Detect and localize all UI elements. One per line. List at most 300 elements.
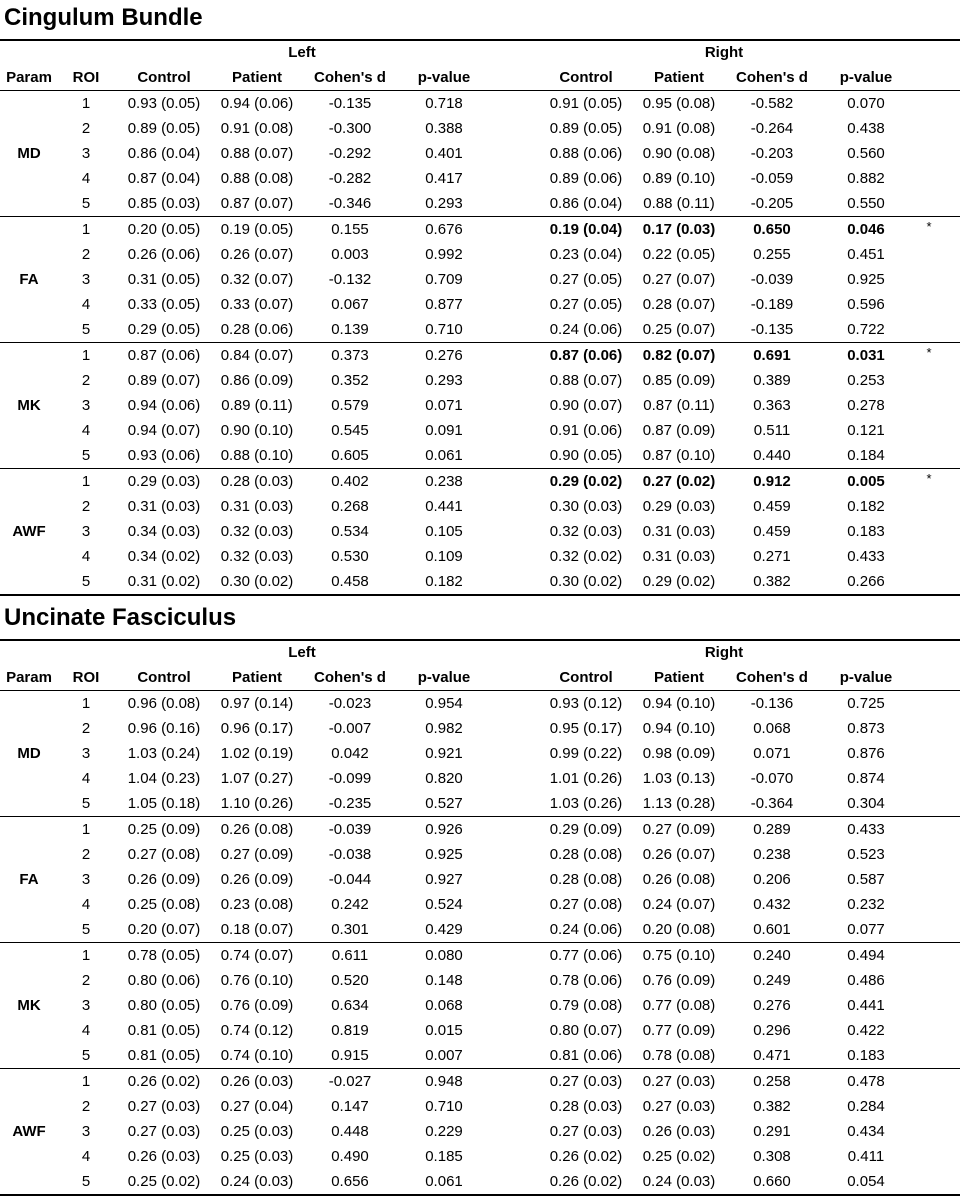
right-p-value-cell: 0.005	[847, 473, 885, 490]
left-control-cell: 0.27 (0.08)	[127, 846, 201, 863]
left-control-cell: 0.31 (0.03)	[127, 498, 201, 515]
right-control-cell: 1.01 (0.26)	[549, 770, 623, 787]
table-row	[0, 91, 960, 116]
column-header-p-value: p-value	[417, 669, 471, 686]
left-control-cell: 0.25 (0.08)	[127, 896, 201, 913]
table-row	[0, 116, 960, 141]
right-patient-cell: 0.78 (0.08)	[642, 1047, 716, 1064]
left-p-value-cell: 0.925	[425, 846, 463, 863]
left-patient-cell: 0.25 (0.03)	[220, 1123, 294, 1140]
significance-marker	[910, 418, 948, 443]
right-cohens-d-cell: 0.601	[753, 921, 791, 938]
right-patient-cell: 0.98 (0.09)	[642, 745, 716, 762]
significance-marker	[910, 91, 948, 116]
right-cohens-d-cell: 0.459	[753, 523, 791, 540]
significance-marker	[910, 141, 948, 166]
roi-cell: 3	[81, 271, 91, 288]
left-control-cell: 0.27 (0.03)	[127, 1123, 201, 1140]
right-p-value-cell: 0.031	[847, 347, 885, 364]
column-header-param: Param	[6, 69, 52, 86]
significance-marker	[910, 116, 948, 141]
right-patient-cell: 0.22 (0.05)	[642, 246, 716, 263]
right-control-cell: 0.27 (0.05)	[549, 271, 623, 288]
significance-marker	[910, 393, 948, 418]
right-control-cell: 0.26 (0.02)	[549, 1173, 623, 1190]
left-control-cell: 0.26 (0.02)	[127, 1073, 201, 1090]
right-patient-cell: 0.31 (0.03)	[642, 523, 716, 540]
left-p-value-cell: 0.926	[425, 821, 463, 838]
right-cohens-d-cell: 0.289	[753, 821, 791, 838]
left-patient-cell: 0.30 (0.02)	[220, 573, 294, 590]
table-row	[0, 393, 960, 418]
left-control-cell: 0.25 (0.02)	[127, 1173, 201, 1190]
right-p-value-cell: 0.433	[847, 821, 885, 838]
right-p-value-cell: 0.550	[847, 195, 885, 212]
significance-marker: *	[926, 345, 932, 360]
section-title: Uncinate Fasciculus	[4, 604, 237, 631]
left-cohens-d-cell: 0.352	[331, 372, 369, 389]
roi-cell: 5	[81, 447, 91, 464]
left-p-value-cell: 0.820	[425, 770, 463, 787]
left-cohens-d-cell: 0.242	[331, 896, 369, 913]
table-row	[0, 569, 960, 594]
right-group-header: Right	[704, 644, 744, 661]
left-p-value-cell: 0.877	[425, 296, 463, 313]
table-row	[0, 691, 960, 716]
significance-marker	[910, 443, 948, 468]
significance-marker	[910, 368, 948, 393]
table-section-2	[0, 600, 960, 1200]
right-control-cell: 0.90 (0.05)	[549, 447, 623, 464]
right-control-cell: 0.32 (0.02)	[549, 548, 623, 565]
left-p-value-cell: 0.109	[425, 548, 463, 565]
right-control-cell: 0.27 (0.05)	[549, 296, 623, 313]
right-p-value-cell: 0.121	[847, 422, 885, 439]
param-label: FA	[19, 871, 39, 888]
left-cohens-d-cell: -0.282	[328, 170, 372, 187]
section-title: Cingulum Bundle	[4, 4, 203, 31]
significance-marker	[910, 1043, 948, 1068]
left-patient-cell: 1.10 (0.26)	[220, 795, 294, 812]
left-patient-cell: 0.91 (0.08)	[220, 120, 294, 137]
roi-cell: 1	[81, 821, 91, 838]
significance-marker	[910, 842, 948, 867]
roi-cell: 3	[81, 145, 91, 162]
left-p-value-cell: 0.105	[425, 523, 463, 540]
left-cohens-d-cell: -0.300	[328, 120, 372, 137]
right-patient-cell: 0.17 (0.03)	[642, 221, 716, 238]
right-p-value-cell: 0.184	[847, 447, 885, 464]
left-cohens-d-cell: -0.346	[328, 195, 372, 212]
right-cohens-d-cell: -0.135	[750, 321, 794, 338]
right-patient-cell: 0.94 (0.10)	[642, 720, 716, 737]
column-header-p-value: p-value	[839, 69, 893, 86]
significance-marker	[910, 892, 948, 917]
right-p-value-cell: 0.486	[847, 972, 885, 989]
left-cohens-d-cell: 0.373	[331, 347, 369, 364]
column-header-control: Control	[559, 669, 613, 686]
left-control-cell: 0.20 (0.05)	[127, 221, 201, 238]
left-patient-cell: 0.28 (0.03)	[220, 473, 294, 490]
right-patient-cell: 0.88 (0.11)	[643, 195, 715, 212]
left-cohens-d-cell: -0.099	[328, 770, 372, 787]
right-cohens-d-cell: 0.238	[753, 846, 791, 863]
table-row	[0, 343, 960, 368]
right-cohens-d-cell: 0.071	[753, 745, 791, 762]
left-control-cell: 0.96 (0.08)	[127, 695, 201, 712]
right-control-cell: 0.24 (0.06)	[549, 921, 623, 938]
table-row	[0, 317, 960, 342]
significance-marker	[910, 267, 948, 292]
bottom-rule	[0, 594, 960, 596]
right-cohens-d-cell: 0.255	[753, 246, 791, 263]
significance-marker	[910, 242, 948, 267]
left-cohens-d-cell: 0.490	[331, 1148, 369, 1165]
table-row	[0, 418, 960, 443]
roi-cell: 5	[81, 1173, 91, 1190]
left-p-value-cell: 0.229	[425, 1123, 463, 1140]
right-cohens-d-cell: 0.382	[753, 1098, 791, 1115]
left-cohens-d-cell: 0.042	[331, 745, 369, 762]
left-cohens-d-cell: 0.915	[331, 1047, 369, 1064]
left-patient-cell: 0.33 (0.07)	[220, 296, 294, 313]
left-cohens-d-cell: 0.301	[331, 921, 369, 938]
column-header-control: Control	[137, 669, 191, 686]
right-p-value-cell: 0.478	[847, 1073, 885, 1090]
right-cohens-d-cell: -0.364	[750, 795, 794, 812]
bottom-rule	[0, 1194, 960, 1196]
right-control-cell: 0.28 (0.08)	[549, 871, 623, 888]
significance-marker	[910, 1144, 948, 1169]
left-cohens-d-cell: -0.044	[328, 871, 372, 888]
right-patient-cell: 0.26 (0.07)	[642, 846, 716, 863]
left-patient-cell: 0.19 (0.05)	[220, 221, 294, 238]
left-patient-cell: 0.74 (0.07)	[220, 947, 294, 964]
right-cohens-d-cell: 0.432	[753, 896, 791, 913]
right-cohens-d-cell: -0.264	[750, 120, 794, 137]
left-patient-cell: 0.26 (0.08)	[220, 821, 294, 838]
column-header-patient: Patient	[231, 69, 282, 86]
roi-cell: 1	[81, 95, 91, 112]
right-patient-cell: 0.31 (0.03)	[642, 548, 716, 565]
significance-marker: *	[926, 219, 932, 234]
left-patient-cell: 1.02 (0.19)	[220, 745, 294, 762]
right-patient-cell: 1.13 (0.28)	[642, 795, 716, 812]
left-control-cell: 0.31 (0.02)	[127, 573, 201, 590]
roi-cell: 1	[81, 1073, 91, 1090]
right-p-value-cell: 0.560	[847, 145, 885, 162]
left-cohens-d-cell: -0.038	[328, 846, 372, 863]
param-label: MK	[17, 397, 41, 414]
right-patient-cell: 0.82 (0.07)	[642, 347, 716, 364]
right-p-value-cell: 0.046	[847, 221, 885, 238]
column-header-patient: Patient	[231, 669, 282, 686]
roi-cell: 3	[81, 523, 91, 540]
right-cohens-d-cell: 0.660	[753, 1173, 791, 1190]
table-row	[0, 892, 960, 917]
right-p-value-cell: 0.411	[847, 1148, 885, 1165]
roi-cell: 1	[81, 221, 91, 238]
table-row	[0, 1119, 960, 1144]
right-control-cell: 0.89 (0.05)	[549, 120, 623, 137]
left-patient-cell: 0.31 (0.03)	[220, 498, 294, 515]
left-control-cell: 0.26 (0.09)	[127, 871, 201, 888]
right-p-value-cell: 0.438	[847, 120, 885, 137]
table-row	[0, 469, 960, 494]
right-p-value-cell: 0.876	[847, 745, 885, 762]
right-patient-cell: 0.27 (0.09)	[642, 821, 716, 838]
left-p-value-cell: 0.676	[425, 221, 463, 238]
left-control-cell: 0.81 (0.05)	[127, 1022, 201, 1039]
significance-marker	[910, 716, 948, 741]
right-cohens-d-cell: 0.389	[753, 372, 791, 389]
column-header-roi: ROI	[72, 669, 100, 686]
right-cohens-d-cell: 0.249	[753, 972, 791, 989]
left-control-cell: 0.26 (0.03)	[127, 1148, 201, 1165]
left-patient-cell: 0.24 (0.03)	[220, 1173, 294, 1190]
right-patient-cell: 0.87 (0.10)	[642, 447, 716, 464]
table-row	[0, 242, 960, 267]
roi-cell: 3	[81, 871, 91, 888]
left-cohens-d-cell: 0.605	[331, 447, 369, 464]
right-patient-cell: 0.91 (0.08)	[642, 120, 716, 137]
right-p-value-cell: 0.278	[847, 397, 885, 414]
right-p-value-cell: 0.070	[847, 95, 885, 112]
right-p-value-cell: 0.253	[847, 372, 885, 389]
table-row	[0, 166, 960, 191]
right-p-value-cell: 0.422	[847, 1022, 885, 1039]
right-cohens-d-cell: -0.070	[750, 770, 794, 787]
left-control-cell: 0.29 (0.05)	[127, 321, 201, 338]
left-p-value-cell: 0.992	[425, 246, 463, 263]
right-patient-cell: 0.24 (0.07)	[642, 896, 716, 913]
left-patient-cell: 0.96 (0.17)	[220, 720, 294, 737]
left-cohens-d-cell: 0.656	[331, 1173, 369, 1190]
left-cohens-d-cell: -0.027	[328, 1073, 372, 1090]
roi-cell: 4	[81, 1148, 91, 1165]
param-label: AWF	[12, 1123, 46, 1140]
roi-cell: 5	[81, 195, 91, 212]
param-label: MK	[17, 997, 41, 1014]
roi-cell: 4	[81, 548, 91, 565]
right-p-value-cell: 0.722	[847, 321, 885, 338]
left-group-header: Left	[288, 644, 316, 661]
right-patient-cell: 0.27 (0.03)	[642, 1073, 716, 1090]
significance-marker	[910, 1119, 948, 1144]
left-cohens-d-cell: -0.132	[328, 271, 372, 288]
left-control-cell: 0.80 (0.06)	[127, 972, 201, 989]
table-row	[0, 443, 960, 468]
left-cohens-d-cell: -0.235	[328, 795, 372, 812]
table-row	[0, 292, 960, 317]
left-p-value-cell: 0.982	[425, 720, 463, 737]
left-patient-cell: 0.27 (0.09)	[220, 846, 294, 863]
significance-marker	[910, 292, 948, 317]
right-cohens-d-cell: 0.308	[753, 1148, 791, 1165]
left-patient-cell: 0.88 (0.08)	[220, 170, 294, 187]
right-control-cell: 0.29 (0.02)	[549, 473, 623, 490]
left-control-cell: 0.20 (0.07)	[127, 921, 201, 938]
right-patient-cell: 0.77 (0.08)	[642, 997, 716, 1014]
left-control-cell: 0.96 (0.16)	[127, 720, 201, 737]
left-cohens-d-cell: -0.039	[328, 821, 372, 838]
right-control-cell: 0.27 (0.08)	[549, 896, 623, 913]
roi-cell: 5	[81, 795, 91, 812]
right-patient-cell: 0.29 (0.02)	[642, 573, 716, 590]
right-patient-cell: 1.03 (0.13)	[642, 770, 716, 787]
left-cohens-d-cell: -0.023	[328, 695, 372, 712]
right-control-cell: 0.28 (0.08)	[549, 846, 623, 863]
right-patient-cell: 0.77 (0.09)	[642, 1022, 716, 1039]
left-patient-cell: 0.23 (0.08)	[220, 896, 294, 913]
left-cohens-d-cell: 0.530	[331, 548, 369, 565]
significance-marker: *	[926, 471, 932, 486]
roi-cell: 2	[81, 720, 91, 737]
roi-cell: 1	[81, 695, 91, 712]
right-cohens-d-cell: 0.068	[753, 720, 791, 737]
left-control-cell: 0.26 (0.06)	[127, 246, 201, 263]
right-cohens-d-cell: 0.471	[753, 1047, 791, 1064]
right-p-value-cell: 0.874	[847, 770, 885, 787]
right-p-value-cell: 0.441	[847, 997, 885, 1014]
significance-marker	[910, 166, 948, 191]
significance-marker	[910, 968, 948, 993]
right-patient-cell: 0.75 (0.10)	[642, 947, 716, 964]
left-p-value-cell: 0.071	[425, 397, 463, 414]
left-p-value-cell: 0.417	[425, 170, 463, 187]
left-p-value-cell: 0.015	[425, 1022, 463, 1039]
significance-marker	[910, 817, 948, 842]
table-row	[0, 544, 960, 569]
right-patient-cell: 0.76 (0.09)	[642, 972, 716, 989]
left-control-cell: 0.81 (0.05)	[127, 1047, 201, 1064]
significance-marker	[910, 917, 948, 942]
significance-marker	[910, 317, 948, 342]
table-row	[0, 716, 960, 741]
column-header-patient: Patient	[653, 669, 704, 686]
column-header-roi: ROI	[72, 69, 100, 86]
right-control-cell: 0.79 (0.08)	[549, 997, 623, 1014]
right-cohens-d-cell: 0.258	[753, 1073, 791, 1090]
column-header-cohens-d: Cohen's d	[314, 69, 386, 86]
right-p-value-cell: 0.433	[847, 548, 885, 565]
left-cohens-d-cell: 0.139	[331, 321, 369, 338]
right-p-value-cell: 0.266	[847, 573, 885, 590]
right-patient-cell: 0.85 (0.09)	[642, 372, 716, 389]
right-patient-cell: 0.20 (0.08)	[642, 921, 716, 938]
left-cohens-d-cell: -0.292	[328, 145, 372, 162]
right-patient-cell: 0.90 (0.08)	[642, 145, 716, 162]
significance-marker	[910, 1069, 948, 1094]
left-control-cell: 0.31 (0.05)	[127, 271, 201, 288]
left-control-cell: 0.94 (0.06)	[127, 397, 201, 414]
left-patient-cell: 0.26 (0.03)	[220, 1073, 294, 1090]
roi-cell: 2	[81, 846, 91, 863]
left-patient-cell: 0.26 (0.09)	[220, 871, 294, 888]
table-row	[0, 917, 960, 942]
column-header-cohens-d: Cohen's d	[314, 669, 386, 686]
roi-cell: 2	[81, 120, 91, 137]
right-patient-cell: 0.27 (0.02)	[642, 473, 716, 490]
left-p-value-cell: 0.182	[425, 573, 463, 590]
right-patient-cell: 0.25 (0.07)	[642, 321, 716, 338]
column-header-cohens-d: Cohen's d	[736, 69, 808, 86]
roi-cell: 4	[81, 422, 91, 439]
left-control-cell: 0.93 (0.05)	[127, 95, 201, 112]
roi-cell: 5	[81, 573, 91, 590]
right-cohens-d-cell: 0.459	[753, 498, 791, 515]
roi-cell: 1	[81, 347, 91, 364]
right-control-cell: 0.99 (0.22)	[549, 745, 623, 762]
roi-cell: 4	[81, 170, 91, 187]
left-cohens-d-cell: 0.268	[331, 498, 369, 515]
left-control-cell: 0.93 (0.06)	[127, 447, 201, 464]
left-p-value-cell: 0.948	[425, 1073, 463, 1090]
left-p-value-cell: 0.401	[425, 145, 463, 162]
right-control-cell: 0.81 (0.06)	[549, 1047, 623, 1064]
right-control-cell: 0.78 (0.06)	[549, 972, 623, 989]
right-cohens-d-cell: -0.136	[750, 695, 794, 712]
left-patient-cell: 0.28 (0.06)	[220, 321, 294, 338]
right-cohens-d-cell: 0.440	[753, 447, 791, 464]
right-cohens-d-cell: 0.271	[753, 548, 791, 565]
table-row	[0, 1169, 960, 1194]
right-patient-cell: 0.95 (0.08)	[642, 95, 716, 112]
left-p-value-cell: 0.527	[425, 795, 463, 812]
left-patient-cell: 0.76 (0.10)	[220, 972, 294, 989]
right-patient-cell: 0.24 (0.03)	[642, 1173, 716, 1190]
column-header-p-value: p-value	[839, 669, 893, 686]
right-control-cell: 0.80 (0.07)	[549, 1022, 623, 1039]
left-patient-cell: 0.25 (0.03)	[220, 1148, 294, 1165]
table-row	[0, 993, 960, 1018]
left-p-value-cell: 0.238	[425, 473, 463, 490]
right-control-cell: 0.30 (0.03)	[549, 498, 623, 515]
roi-cell: 3	[81, 397, 91, 414]
significance-marker	[910, 691, 948, 716]
significance-marker	[910, 741, 948, 766]
significance-marker	[910, 1018, 948, 1043]
right-patient-cell: 0.87 (0.11)	[643, 397, 715, 414]
significance-marker	[910, 519, 948, 544]
right-cohens-d-cell: -0.059	[750, 170, 794, 187]
roi-cell: 3	[81, 745, 91, 762]
left-control-cell: 0.29 (0.03)	[127, 473, 201, 490]
left-cohens-d-cell: 0.458	[331, 573, 369, 590]
left-cohens-d-cell: 0.579	[331, 397, 369, 414]
table-row	[0, 741, 960, 766]
left-control-cell: 0.87 (0.06)	[127, 347, 201, 364]
left-cohens-d-cell: 0.448	[331, 1123, 369, 1140]
right-cohens-d-cell: -0.189	[750, 296, 794, 313]
left-p-value-cell: 0.441	[425, 498, 463, 515]
table-row	[0, 1144, 960, 1169]
left-cohens-d-cell: 0.402	[331, 473, 369, 490]
right-cohens-d-cell: 0.912	[753, 473, 791, 490]
right-p-value-cell: 0.494	[847, 947, 885, 964]
left-patient-cell: 0.32 (0.03)	[220, 548, 294, 565]
right-p-value-cell: 0.596	[847, 296, 885, 313]
right-patient-cell: 0.94 (0.10)	[642, 695, 716, 712]
column-header-param: Param	[6, 669, 52, 686]
significance-marker	[910, 1169, 948, 1194]
right-p-value-cell: 0.182	[847, 498, 885, 515]
left-cohens-d-cell: -0.135	[328, 95, 372, 112]
table-row	[0, 943, 960, 968]
right-control-cell: 0.77 (0.06)	[549, 947, 623, 964]
roi-cell: 4	[81, 770, 91, 787]
left-p-value-cell: 0.718	[425, 95, 463, 112]
